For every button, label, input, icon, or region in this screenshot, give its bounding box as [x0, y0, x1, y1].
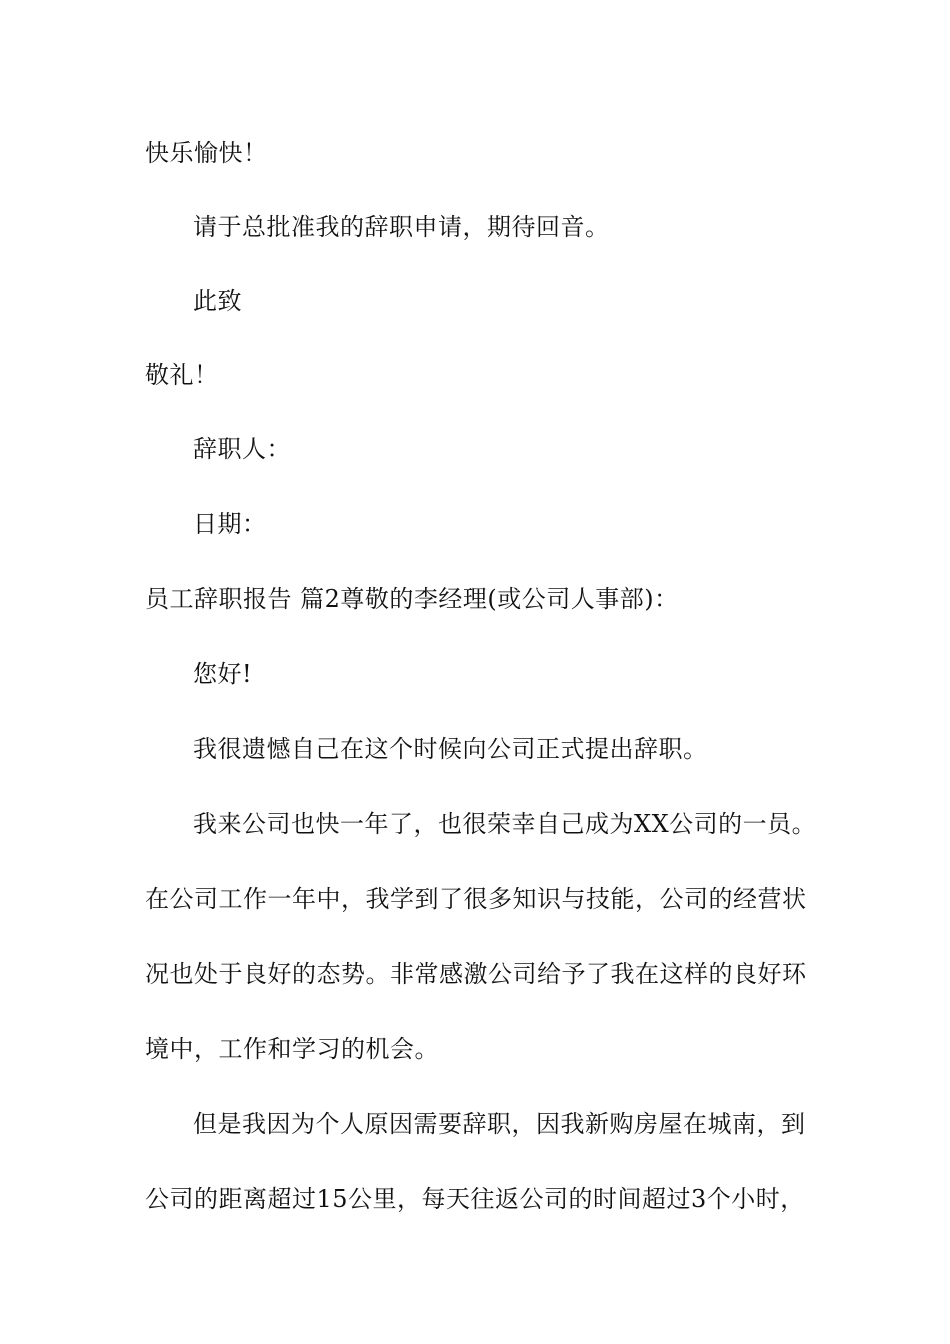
paragraph-line: 我很遗憾自己在这个时候向公司正式提出辞职。 [193, 735, 708, 763]
paragraph-line: 境中，工作和学习的机会。 [145, 1035, 439, 1063]
approval-request-line: 请于总批准我的辞职申请，期待回音。 [193, 213, 610, 241]
paragraph-line: 况也处于良好的态势。非常感激公司给予了我在这样的良好环 [145, 960, 807, 988]
section-heading: 员工辞职报告 篇2尊敬的李经理(或公司人事部)： [145, 585, 679, 613]
salutation-cizhi: 此致 [193, 287, 242, 315]
greeting-line: 您好! [193, 660, 253, 688]
paragraph-line: 我来公司也快一年了，也很荣幸自己成为XX公司的一员。 [193, 810, 817, 838]
closing-wish-line: 快乐愉快！ [145, 139, 268, 167]
paragraph-line: 但是我因为个人原因需要辞职，因我新购房屋在城南，到 [193, 1110, 806, 1138]
salutation-jingli: 敬礼！ [145, 361, 219, 389]
paragraph-line: 在公司工作一年中，我学到了很多知识与技能，公司的经营状 [145, 885, 807, 913]
date-label: 日期： [193, 510, 267, 538]
signer-label: 辞职人： [193, 435, 291, 463]
paragraph-line: 公司的距离超过15公里，每天往返公司的时间超过3个小时， [145, 1185, 805, 1213]
